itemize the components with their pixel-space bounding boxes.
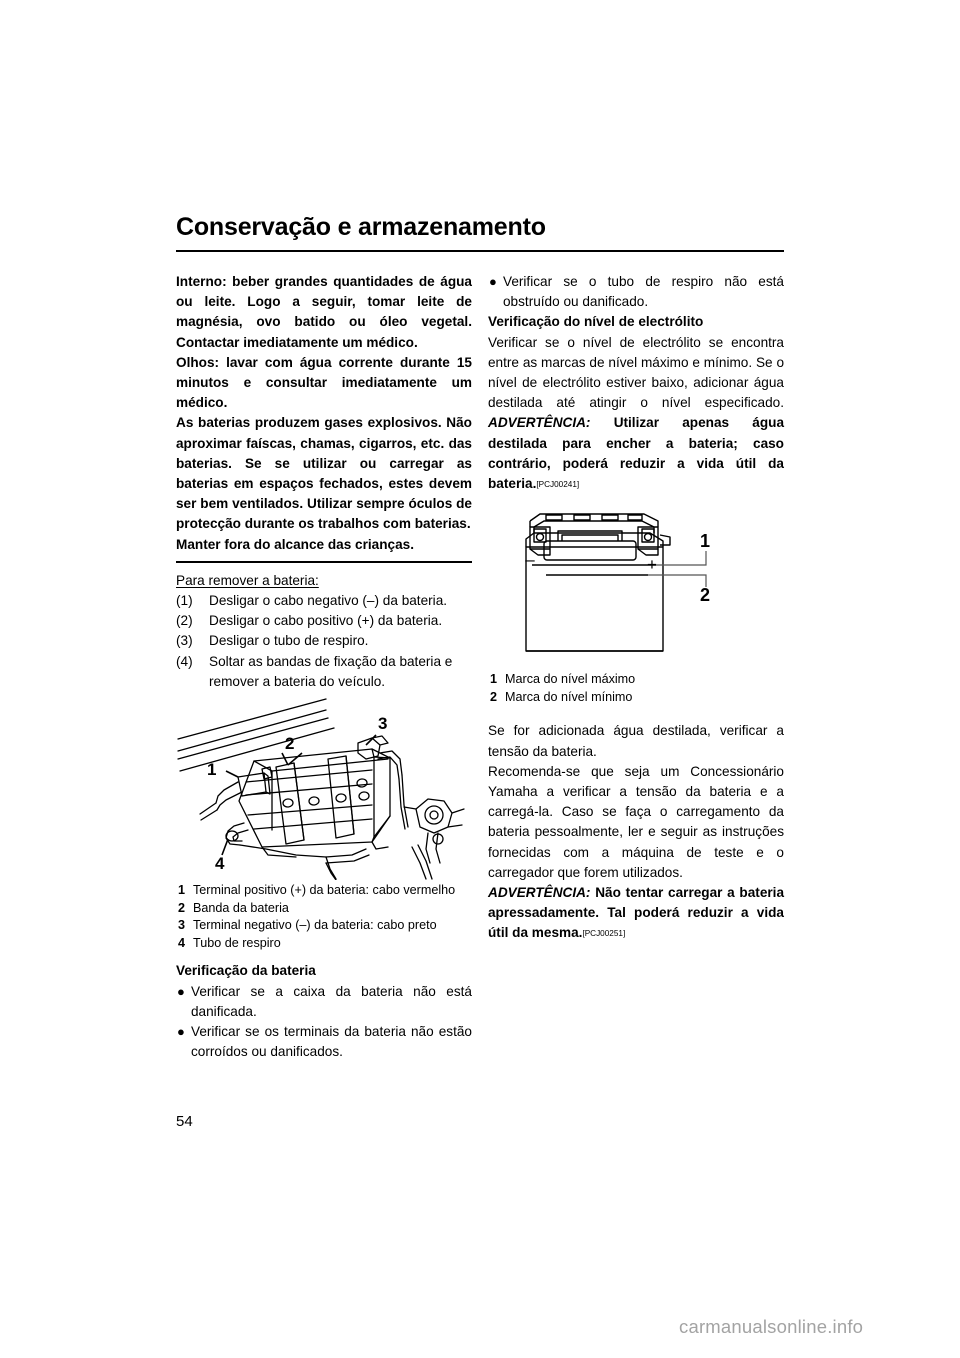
list-item	[176, 982, 472, 1022]
list-item	[176, 591, 472, 611]
legend-text: Terminal positivo (+) da bateria: cabo vermelho	[193, 883, 456, 898]
battery-level-legend	[488, 671, 784, 706]
legend-text: Marca do nível máximo	[505, 672, 636, 687]
step-number: (4)	[176, 653, 193, 669]
bullet-text: Verificar se o tubo de respiro não está obstruído ou danificado.	[503, 274, 784, 310]
title-divider	[176, 250, 784, 252]
watermark: carmanualsonline.info	[679, 1316, 864, 1337]
battery-level-drawing	[488, 497, 784, 665]
list-item	[176, 652, 472, 692]
step-text: Soltar as bandas de fixação da bateria e remover a bateria do veículo.	[209, 653, 453, 689]
leader-line-min	[648, 575, 706, 587]
electrolyte-body	[488, 333, 784, 496]
battery-installation-drawing	[176, 697, 472, 880]
legend-item	[488, 689, 784, 707]
callout-3: 3	[378, 714, 388, 733]
charging-warning-paragraph	[488, 883, 784, 945]
battery-check-bullets	[176, 982, 472, 1063]
callout-1: 1	[207, 760, 217, 779]
step-number: (3)	[176, 633, 193, 649]
electrolyte-body-text: Verificar se o nível de electrólito se encontra entre as marcas de nível máximo e mínimo. Se o nível de electrólito estiver baixo, adicionar água destilada até atingir o nível especificado.	[488, 334, 784, 411]
left-column	[176, 272, 472, 1062]
list-item	[176, 1022, 472, 1062]
step-text: Desligar o cabo positivo (+) da bateria.	[209, 613, 443, 629]
battery-electrolyte-level-illustration	[488, 497, 784, 665]
legend-item	[176, 935, 472, 953]
step-number: (1)	[176, 593, 193, 609]
bullet-icon: ●	[177, 1024, 185, 1040]
legend-text: Terminal negativo (–) da bateria: cabo preto	[193, 918, 437, 933]
list-item	[176, 611, 472, 631]
warning-text: Utilizar apenas água destilada para encher a bateria; caso contrário, poderá reduzir a vida útil da bateria.	[488, 415, 785, 492]
reference-code: [PCJ00241]	[536, 480, 580, 490]
battery-check-heading: Verificação da bateria	[176, 963, 316, 979]
page-title: Conservação e armazenamento	[176, 213, 546, 241]
warning-paragraph-internal: Interno: beber grandes quantidades de água ou leite. Logo a seguir, tomar leite de magnésia, ovo batido ou óleo vegetal. Contactar imediatamente um médico.	[176, 274, 472, 350]
reference-code: [PCJ00251]	[582, 929, 626, 939]
callout-4: 4	[215, 854, 225, 873]
callout-2: 2	[285, 734, 295, 753]
legend-number: 1	[490, 672, 498, 687]
warning-text: Não tentar carregar a bateria apressadamente. Tal poderá reduzir a vida útil da mesma.	[488, 885, 785, 941]
battery-body	[526, 547, 663, 651]
legend-number: 3	[178, 918, 186, 933]
leader-line-1	[226, 771, 238, 777]
step-text: Desligar o tubo de respiro.	[209, 633, 369, 649]
bullet-text: Verificar se os terminais da bateria não estão corroídos ou danificados.	[191, 1024, 472, 1060]
legend-text: Marca do nível mínimo	[505, 689, 633, 704]
list-item	[488, 272, 784, 312]
list-item	[176, 631, 472, 651]
step-number: (2)	[176, 613, 193, 629]
legend-number: 2	[178, 900, 186, 915]
legend-number: 4	[178, 935, 186, 950]
leader-line-4	[222, 839, 228, 855]
legend-number: 2	[490, 689, 498, 704]
battery-installation-legend	[176, 882, 472, 952]
page-number: 54	[176, 1113, 193, 1130]
callout-1: 1	[700, 531, 711, 551]
warning-paragraph-eyes: Olhos: lavar com água corrente durante 15 minutos e consultar imediatamente um médico.	[176, 354, 472, 411]
plus-sign: +	[647, 555, 657, 574]
minus-sign: –	[525, 550, 535, 569]
callout-2: 2	[700, 585, 711, 605]
legend-item	[488, 671, 784, 689]
safety-warning-block	[176, 272, 472, 555]
step-text: Desligar o cabo negativo (–) da bateria.	[209, 593, 448, 609]
procedure-heading: Para remover a bateria:	[176, 572, 319, 588]
legend-item	[176, 917, 472, 935]
bullet-icon: ●	[489, 274, 497, 289]
breather-hose-bullets	[488, 272, 784, 312]
legend-text: Tubo de respiro	[193, 935, 281, 950]
warning-block-divider	[176, 561, 472, 563]
dealer-recommendation-paragraph	[488, 762, 784, 883]
battery-installation-illustration	[176, 697, 472, 880]
remove-battery-steps	[176, 591, 472, 692]
bullet-text: Verificar se a caixa da bateria não está danificada.	[191, 983, 472, 1019]
legend-text: Banda da bateria	[193, 900, 289, 915]
voltage-check-paragraph: Se for adicionada água destilada, verificar a tensão da bateria.	[488, 723, 784, 759]
warning-paragraph-gases: As baterias produzem gases explosivos. Não aproximar faíscas, chamas, cigarros, etc. das baterias. Se se utilizar ou carregar as baterias em espaços fechados, estes devem ser bem ventilados. Utilizar sempre óculos de protecção durante os trabalhos com baterias.	[176, 415, 472, 532]
warning-paragraph-children: Manter fora do alcance das crianças.	[176, 536, 414, 552]
bullet-icon: ●	[177, 983, 185, 999]
dealer-recommendation-text: Recomenda-se que seja um Concessionário Yamaha a verificar a tensão da bateria e a carregá-la. Caso se faça o carregamento da bateria pessoalmente, ler e seguir as instruções fornecidas com a máquina de teste e o carregador que forem utilizados.	[488, 763, 784, 880]
legend-item	[176, 882, 472, 900]
legend-item	[176, 900, 472, 918]
legend-number: 1	[178, 883, 186, 898]
electrolyte-heading: Verificação do nível de electrólito	[488, 314, 704, 330]
warning-label: ADVERTÊNCIA:	[488, 885, 591, 901]
warning-label: ADVERTÊNCIA:	[488, 415, 591, 431]
